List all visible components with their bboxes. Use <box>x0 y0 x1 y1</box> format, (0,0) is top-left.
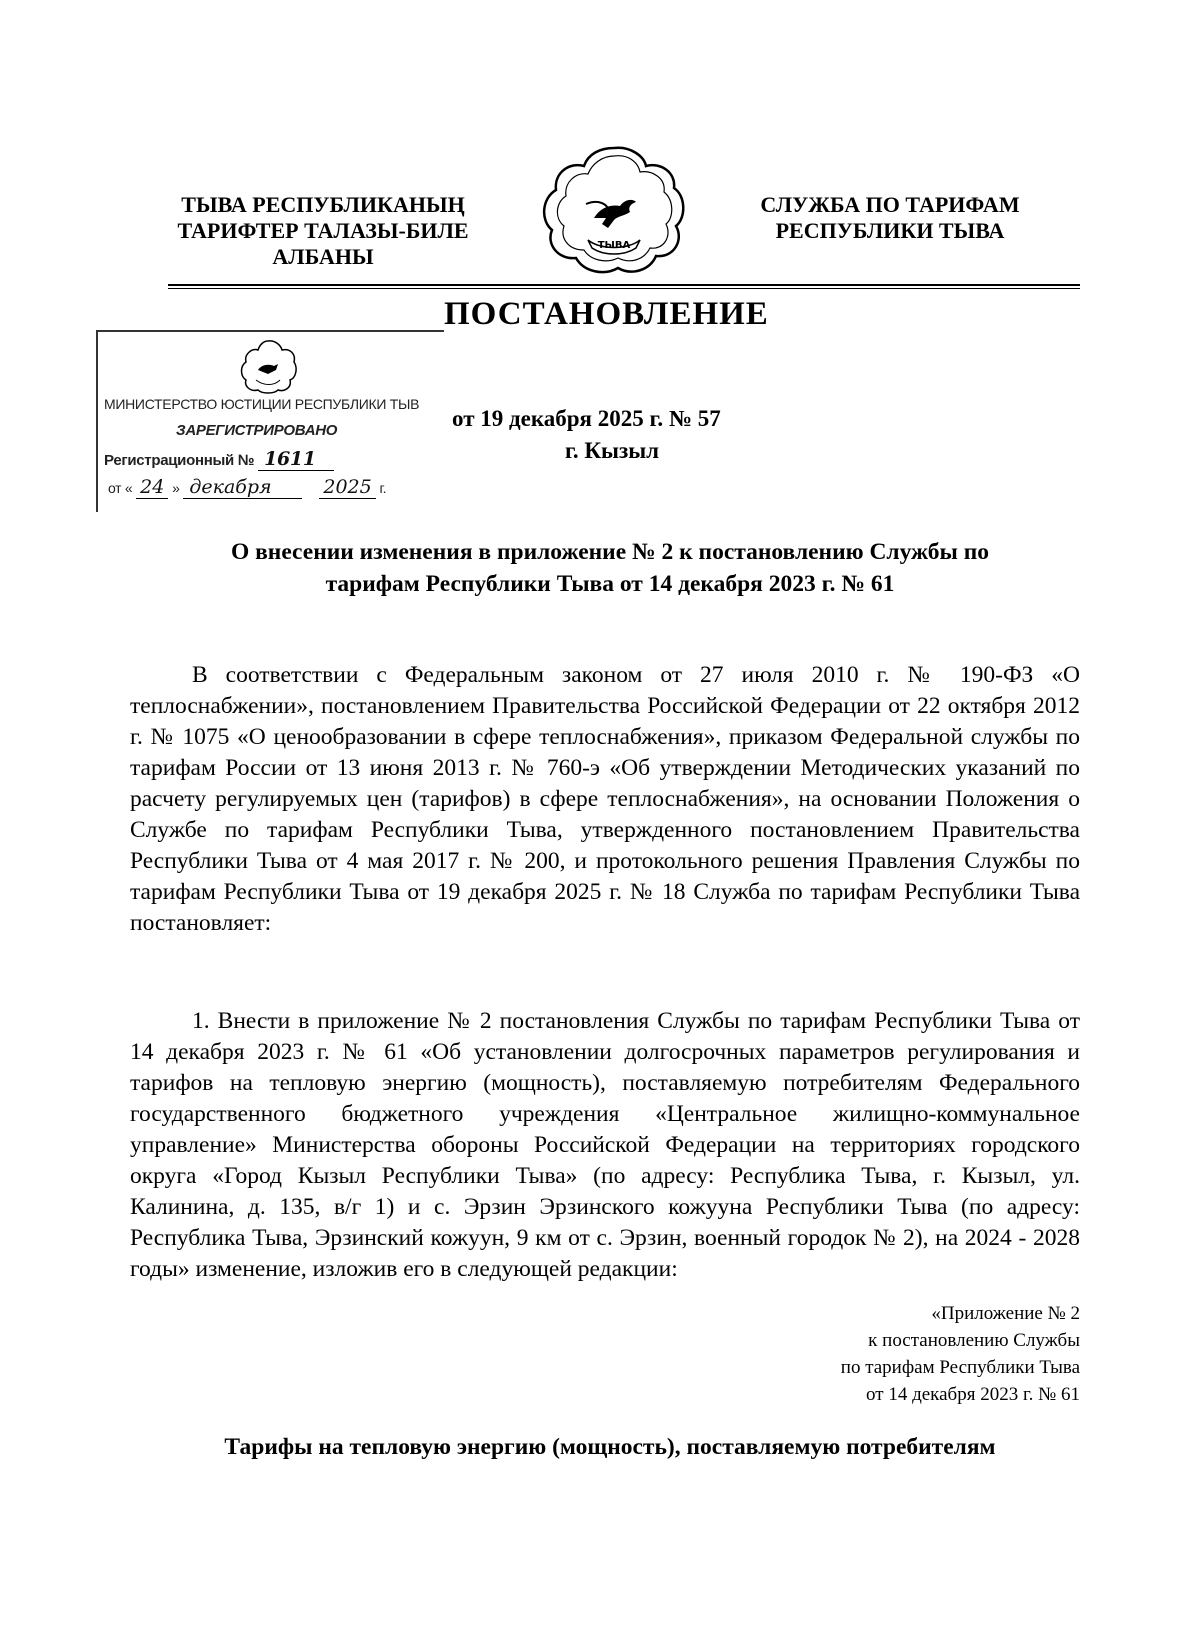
emblem-logo <box>538 142 690 280</box>
stamp-date-month: декабря <box>183 476 301 499</box>
document-city: г. Кызыл <box>565 438 660 463</box>
appendix-line-3: по тарифам Республики Тыва <box>840 1357 1080 1378</box>
tariffs-heading: Тарифы на тепловую энергию (мощность), поставляемую потребителям <box>224 1434 996 1460</box>
document-date-number: от 19 декабря 2025 г. № 57 <box>452 406 721 431</box>
issuer-russian-line-1: СЛУЖБА ПО ТАРИФАМ <box>760 192 1020 217</box>
issuer-name-tuvan <box>168 192 478 270</box>
preamble-paragraph <box>130 660 1080 939</box>
document-title <box>130 536 1090 600</box>
item-1-paragraph <box>130 1006 1080 1285</box>
stamp-reg-number: 1611 <box>258 448 334 471</box>
issuer-tuvan-line-3: АЛБАНЫ <box>272 244 374 269</box>
issuer-tuvan-line-1: ТЫВА РЕСПУБЛИКАНЫҢ <box>181 192 465 217</box>
item-1-text: 1. Внести в приложение № 2 постановления Службы по тарифам Республики Тыва от 14 декабря 2023 г. № 61 «Об установлении долгосрочных параметров регулирования и тарифов на тепловую энергию (мощность), поставляемую потребителям Федерального государственного бюджетного учреждения «Центральное жилищно-коммунальное управление» Министерства обороны Российской Федерации на территориях городского округа «Город Кызыл Республики Тыва» (по адресу: Республика Тыва, г. Кызыл, ул. Калинина, д. 135, в/г 1) и с. Эрзин Эрзинского кожууна Республики Тыва (по адресу: Республика Тыва, Эрзинский кожуун, 9 км от с. Эрзин, военный городок № 2), на 2024 - 2028 годы» изменение, изложив его в следующей редакции: <box>130 1008 1080 1282</box>
stamp-registered: ЗАРЕГИСТРИРОВАНО <box>176 422 338 439</box>
stamp-ministry: МИНИСТЕРСТВО ЮСТИЦИИ РЕСПУБЛИКИ ТЫВ <box>104 396 420 412</box>
issuer-name-russian <box>740 192 1040 244</box>
stamp-reg-label-text: Регистрационный № <box>104 452 255 469</box>
stamp-date-day: 24 <box>136 476 168 499</box>
stamp-date <box>108 476 386 498</box>
appendix-line-2: к постановлению Службы <box>868 1330 1080 1351</box>
stamp-date-prefix: от « <box>108 480 133 496</box>
document-type: ПОСТАНОВЛЕНИЕ <box>444 296 769 332</box>
appendix-line-4: от 14 декабря 2023 г. № 61 <box>866 1384 1080 1405</box>
header-divider-bottom <box>168 288 1080 289</box>
stamp-date-mid: » <box>172 480 180 496</box>
title-line-1: О внесении изменения в приложение № 2 к постановлению Службы по <box>230 539 990 565</box>
appendix-line-1: «Приложение № 2 <box>931 1303 1080 1324</box>
registration-stamp <box>96 330 444 512</box>
preamble-text: В соответствии с Федеральным законом от 27 июля 2010 г. № 190-ФЗ «О теплоснабжении», постановлением Правительства Российской Федерации от 22 октября 2012 г. № 1075 «О ценообразовании в сфере теплоснабжения», приказом Федеральной службы по тарифам России от 13 июня 2013 г. № 760-э «Об утверждении Методических указаний по расчету регулируемых цен (тарифов) в сфере теплоснабжения», на основании Положения о Службе по тарифам Республики Тыва, утвержденного постановлением Правительства Республики Тыва от 4 мая 2017 г. № 200, и протокольного решения Правления Службы по тарифам Республики Тыва от 19 декабря 2025 г. № 18 Служба по тарифам Республики Тыва постановляет: <box>130 662 1080 936</box>
stamp-emblem-icon <box>238 338 298 394</box>
title-line-2: тарифам Республики Тыва от 14 декабря 2023 г. № 61 <box>325 571 895 597</box>
issuer-tuvan-line-2: ТАРИФТЕР ТАЛАЗЫ-БИЛЕ <box>177 218 469 243</box>
stamp-date-suffix: г. <box>379 480 387 496</box>
appendix-reference <box>700 1300 1080 1408</box>
header-divider-top <box>168 284 1080 286</box>
issuer-russian-line-2: РЕСПУБЛИКИ ТЫВА <box>775 218 1005 243</box>
stamp-reg-label <box>104 448 334 471</box>
emblem-text: ТЫВА <box>597 240 631 251</box>
stamp-date-year: 2025 <box>319 476 375 499</box>
